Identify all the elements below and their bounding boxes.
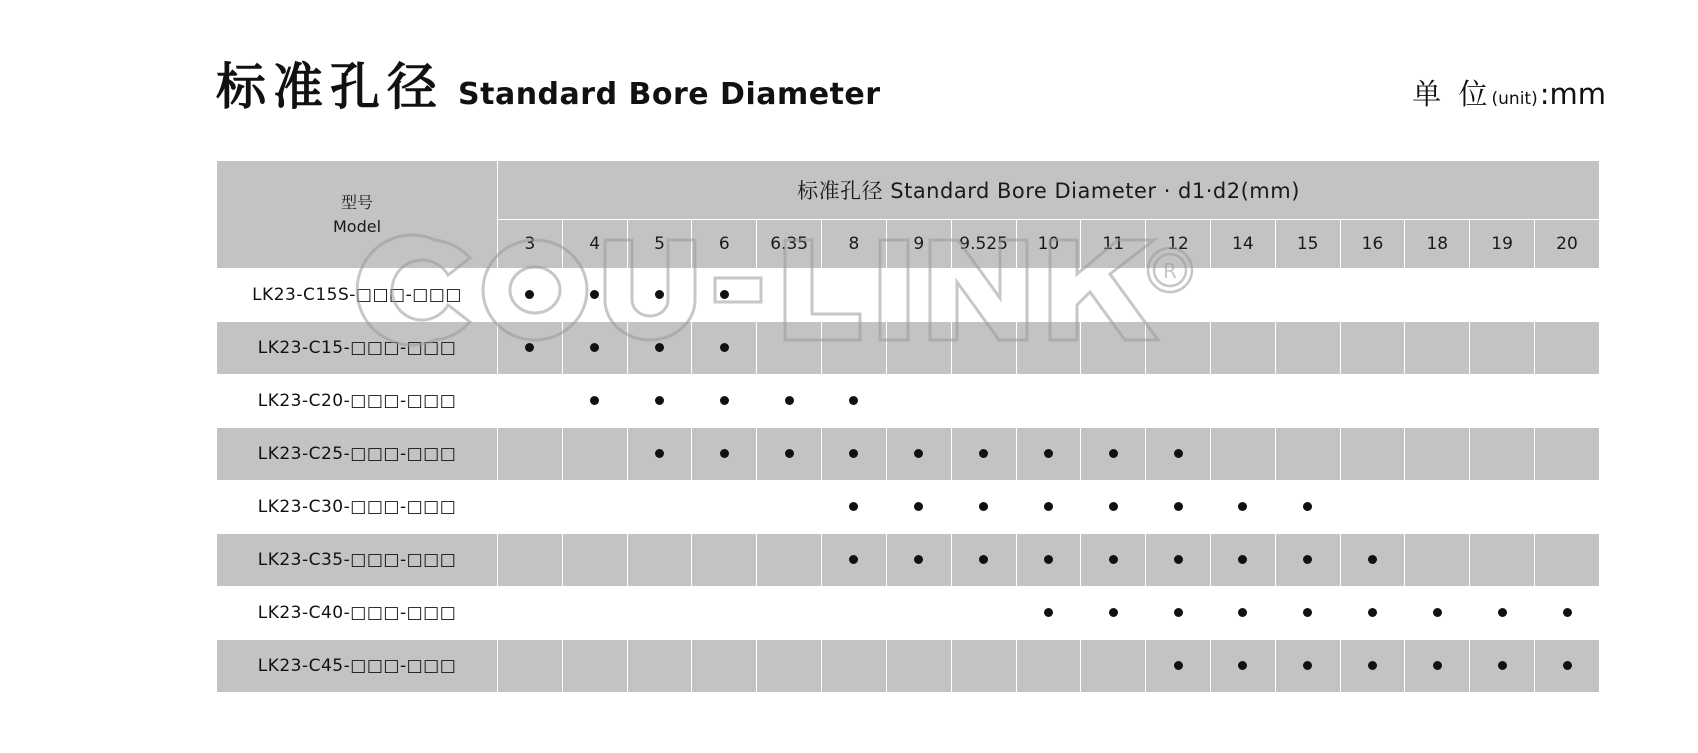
- availability-dot-cell: [757, 428, 822, 481]
- availability-dot-icon: [849, 502, 858, 511]
- empty-cell: [1470, 375, 1535, 428]
- availability-dot-cell: [757, 375, 822, 428]
- availability-dot-icon: [655, 290, 664, 299]
- availability-dot-cell: [1146, 428, 1211, 481]
- availability-dot-cell: [1535, 640, 1600, 693]
- empty-cell: [1275, 428, 1340, 481]
- empty-cell: [1016, 640, 1081, 693]
- availability-dot-icon: [1174, 661, 1183, 670]
- table-row: [217, 322, 1600, 375]
- availability-dot-cell: [1340, 640, 1405, 693]
- row-model-label: LK23-C40-□□□-□□□: [217, 587, 498, 640]
- empty-cell: [562, 481, 627, 534]
- availability-dot-icon: [849, 555, 858, 564]
- model-header-en: Model: [332, 216, 382, 236]
- availability-dot-cell: [1016, 428, 1081, 481]
- availability-dot-icon: [1044, 608, 1053, 617]
- availability-dot-icon: [979, 502, 988, 511]
- table-body: [217, 269, 1600, 693]
- availability-dot-icon: [1433, 608, 1442, 617]
- availability-dot-icon: [1044, 449, 1053, 458]
- availability-dot-icon: [590, 290, 599, 299]
- availability-dot-cell: [1081, 481, 1146, 534]
- availability-dot-cell: [822, 481, 887, 534]
- empty-cell: [1081, 322, 1146, 375]
- availability-dot-icon: [655, 449, 664, 458]
- availability-dot-icon: [1109, 449, 1118, 458]
- unit-note: [1412, 72, 1606, 113]
- availability-dot-cell: [692, 428, 757, 481]
- empty-cell: [692, 587, 757, 640]
- empty-cell: [1405, 481, 1470, 534]
- availability-dot-cell: [1081, 428, 1146, 481]
- empty-cell: [1340, 428, 1405, 481]
- availability-dot-cell: [627, 322, 692, 375]
- availability-dot-icon: [590, 396, 599, 405]
- empty-cell: [1016, 375, 1081, 428]
- availability-dot-icon: [1044, 555, 1053, 564]
- table-row: [217, 375, 1600, 428]
- availability-dot-cell: [1470, 640, 1535, 693]
- table-row: [217, 640, 1600, 693]
- empty-cell: [1081, 269, 1146, 322]
- availability-dot-icon: [655, 343, 664, 352]
- availability-dot-cell: [886, 428, 951, 481]
- empty-cell: [1535, 428, 1600, 481]
- bore-size-header: 16: [1340, 220, 1405, 269]
- empty-cell: [1470, 481, 1535, 534]
- empty-cell: [562, 428, 627, 481]
- empty-cell: [1405, 322, 1470, 375]
- bore-size-header: 6.35: [757, 220, 822, 269]
- availability-dot-icon: [1238, 502, 1247, 511]
- availability-dot-cell: [1275, 481, 1340, 534]
- empty-cell: [1210, 428, 1275, 481]
- availability-dot-icon: [1368, 608, 1377, 617]
- availability-dot-cell: [1016, 534, 1081, 587]
- availability-dot-cell: [886, 534, 951, 587]
- availability-dot-icon: [1044, 502, 1053, 511]
- empty-cell: [498, 428, 563, 481]
- page-title-cn: 标准孔径: [216, 58, 444, 116]
- empty-cell: [1535, 322, 1600, 375]
- empty-cell: [1016, 322, 1081, 375]
- bore-size-header: 10: [1016, 220, 1081, 269]
- availability-dot-icon: [979, 449, 988, 458]
- empty-cell: [822, 640, 887, 693]
- empty-cell: [1535, 534, 1600, 587]
- table-row: [217, 428, 1600, 481]
- availability-dot-cell: [562, 375, 627, 428]
- bore-size-header: 19: [1470, 220, 1535, 269]
- availability-dot-icon: [1368, 555, 1377, 564]
- availability-dot-icon: [525, 290, 534, 299]
- availability-dot-icon: [785, 396, 794, 405]
- empty-cell: [757, 534, 822, 587]
- availability-dot-icon: [1109, 608, 1118, 617]
- availability-dot-cell: [1146, 481, 1211, 534]
- availability-dot-cell: [1405, 587, 1470, 640]
- empty-cell: [627, 481, 692, 534]
- availability-dot-icon: [849, 449, 858, 458]
- empty-cell: [1405, 375, 1470, 428]
- row-model-label: LK23-C35-□□□-□□□: [217, 534, 498, 587]
- empty-cell: [1210, 375, 1275, 428]
- table-row: [217, 587, 1600, 640]
- empty-cell: [951, 375, 1016, 428]
- availability-dot-cell: [627, 375, 692, 428]
- empty-cell: [757, 322, 822, 375]
- availability-dot-cell: [886, 481, 951, 534]
- bore-table: [216, 160, 1600, 693]
- row-model-label: LK23-C15S-□□□-□□□: [217, 269, 498, 322]
- availability-dot-icon: [1498, 608, 1507, 617]
- empty-cell: [1210, 269, 1275, 322]
- bore-size-header: 20: [1535, 220, 1600, 269]
- page-title-en: Standard Bore Diameter: [458, 77, 881, 112]
- empty-cell: [498, 534, 563, 587]
- table-head: [217, 161, 1600, 269]
- availability-dot-cell: [951, 428, 1016, 481]
- empty-cell: [1470, 269, 1535, 322]
- availability-dot-cell: [951, 481, 1016, 534]
- empty-cell: [1146, 322, 1211, 375]
- availability-dot-cell: [1081, 534, 1146, 587]
- bore-size-header: 6: [692, 220, 757, 269]
- unit-label-en: (unit): [1491, 89, 1538, 109]
- availability-dot-cell: [692, 322, 757, 375]
- empty-cell: [1470, 534, 1535, 587]
- availability-dot-cell: [1275, 587, 1340, 640]
- empty-cell: [1405, 534, 1470, 587]
- empty-cell: [562, 534, 627, 587]
- availability-dot-icon: [785, 449, 794, 458]
- empty-cell: [1081, 375, 1146, 428]
- availability-dot-cell: [562, 322, 627, 375]
- empty-cell: [1405, 428, 1470, 481]
- unit-value: :mm: [1539, 77, 1606, 111]
- availability-dot-icon: [1174, 608, 1183, 617]
- empty-cell: [951, 322, 1016, 375]
- availability-dot-icon: [914, 555, 923, 564]
- availability-dot-cell: [1016, 587, 1081, 640]
- availability-dot-cell: [822, 534, 887, 587]
- empty-cell: [1275, 269, 1340, 322]
- empty-cell: [1405, 269, 1470, 322]
- availability-dot-cell: [1535, 587, 1600, 640]
- availability-dot-icon: [1109, 555, 1118, 564]
- empty-cell: [692, 640, 757, 693]
- availability-dot-icon: [1433, 661, 1442, 670]
- bore-size-header: 9.525: [951, 220, 1016, 269]
- availability-dot-icon: [1303, 661, 1312, 670]
- availability-dot-cell: [1210, 640, 1275, 693]
- empty-cell: [951, 587, 1016, 640]
- bore-size-header: 8: [822, 220, 887, 269]
- availability-dot-cell: [562, 269, 627, 322]
- empty-cell: [757, 481, 822, 534]
- empty-cell: [627, 640, 692, 693]
- availability-dot-icon: [720, 343, 729, 352]
- availability-dot-cell: [627, 269, 692, 322]
- availability-dot-icon: [655, 396, 664, 405]
- availability-dot-icon: [1238, 555, 1247, 564]
- availability-dot-icon: [525, 343, 534, 352]
- row-model-label: LK23-C30-□□□-□□□: [217, 481, 498, 534]
- empty-cell: [822, 587, 887, 640]
- empty-cell: [562, 640, 627, 693]
- availability-dot-cell: [1146, 640, 1211, 693]
- empty-cell: [1470, 428, 1535, 481]
- empty-cell: [886, 322, 951, 375]
- empty-cell: [886, 640, 951, 693]
- bore-size-header: 5: [627, 220, 692, 269]
- empty-cell: [1081, 640, 1146, 693]
- bore-size-header: 3: [498, 220, 563, 269]
- empty-cell: [1340, 375, 1405, 428]
- availability-dot-cell: [1405, 640, 1470, 693]
- availability-dot-icon: [720, 449, 729, 458]
- empty-cell: [757, 269, 822, 322]
- bore-size-header: 14: [1210, 220, 1275, 269]
- empty-cell: [1340, 322, 1405, 375]
- availability-dot-icon: [979, 555, 988, 564]
- availability-dot-cell: [627, 428, 692, 481]
- availability-dot-icon: [1303, 555, 1312, 564]
- availability-dot-cell: [1340, 534, 1405, 587]
- availability-dot-cell: [951, 534, 1016, 587]
- empty-cell: [886, 375, 951, 428]
- availability-dot-icon: [1303, 608, 1312, 617]
- empty-cell: [627, 534, 692, 587]
- availability-dot-cell: [1146, 587, 1211, 640]
- availability-dot-icon: [1174, 449, 1183, 458]
- row-model-label: LK23-C20-□□□-□□□: [217, 375, 498, 428]
- availability-dot-cell: [1210, 481, 1275, 534]
- empty-cell: [562, 587, 627, 640]
- bore-table-container: [216, 160, 1600, 693]
- table-row: [217, 269, 1600, 322]
- empty-cell: [1210, 322, 1275, 375]
- empty-cell: [498, 587, 563, 640]
- unit-label-cn: 单 位: [1412, 77, 1492, 111]
- availability-dot-icon: [1238, 608, 1247, 617]
- availability-dot-icon: [1174, 502, 1183, 511]
- row-model-label: LK23-C15-□□□-□□□: [217, 322, 498, 375]
- availability-dot-cell: [1275, 640, 1340, 693]
- availability-dot-cell: [1275, 534, 1340, 587]
- availability-dot-cell: [822, 428, 887, 481]
- empty-cell: [692, 534, 757, 587]
- page-header: [216, 58, 1606, 134]
- empty-cell: [757, 587, 822, 640]
- empty-cell: [951, 640, 1016, 693]
- empty-cell: [1275, 375, 1340, 428]
- bore-group-header: 标准孔径 Standard Bore Diameter · d1·d2(mm): [498, 161, 1600, 220]
- availability-dot-cell: [1016, 481, 1081, 534]
- empty-cell: [1016, 269, 1081, 322]
- empty-cell: [1340, 481, 1405, 534]
- empty-cell: [886, 587, 951, 640]
- availability-dot-cell: [692, 269, 757, 322]
- empty-cell: [1535, 375, 1600, 428]
- empty-cell: [498, 640, 563, 693]
- empty-cell: [1470, 322, 1535, 375]
- availability-dot-cell: [1470, 587, 1535, 640]
- empty-cell: [757, 640, 822, 693]
- availability-dot-icon: [1303, 502, 1312, 511]
- bore-size-header: 18: [1405, 220, 1470, 269]
- bore-size-header: 11: [1081, 220, 1146, 269]
- availability-dot-icon: [1498, 661, 1507, 670]
- availability-dot-cell: [1081, 587, 1146, 640]
- availability-dot-icon: [1563, 661, 1572, 670]
- empty-cell: [1146, 269, 1211, 322]
- availability-dot-icon: [914, 449, 923, 458]
- availability-dot-cell: [692, 375, 757, 428]
- bore-size-header: 4: [562, 220, 627, 269]
- empty-cell: [627, 587, 692, 640]
- availability-dot-cell: [1210, 587, 1275, 640]
- availability-dot-cell: [1340, 587, 1405, 640]
- empty-cell: [822, 269, 887, 322]
- row-model-label: LK23-C25-□□□-□□□: [217, 428, 498, 481]
- availability-dot-icon: [1174, 555, 1183, 564]
- availability-dot-cell: [822, 375, 887, 428]
- model-column-header: [217, 161, 498, 269]
- empty-cell: [1340, 269, 1405, 322]
- availability-dot-cell: [498, 322, 563, 375]
- empty-cell: [1535, 481, 1600, 534]
- table-row: [217, 481, 1600, 534]
- empty-cell: [1146, 375, 1211, 428]
- empty-cell: [498, 481, 563, 534]
- svg-text:R: R: [1163, 259, 1177, 283]
- empty-cell: [692, 481, 757, 534]
- availability-dot-icon: [1109, 502, 1118, 511]
- availability-dot-cell: [1146, 534, 1211, 587]
- table-row: [217, 534, 1600, 587]
- availability-dot-icon: [720, 290, 729, 299]
- empty-cell: [1275, 322, 1340, 375]
- bore-size-header: 12: [1146, 220, 1211, 269]
- empty-cell: [822, 322, 887, 375]
- bore-size-header: 9: [886, 220, 951, 269]
- empty-cell: [951, 269, 1016, 322]
- availability-dot-icon: [720, 396, 729, 405]
- availability-dot-icon: [849, 396, 858, 405]
- availability-dot-cell: [1210, 534, 1275, 587]
- availability-dot-icon: [914, 502, 923, 511]
- empty-cell: [1535, 269, 1600, 322]
- availability-dot-cell: [498, 269, 563, 322]
- model-header-cn: 型号: [340, 192, 373, 212]
- row-model-label: LK23-C45-□□□-□□□: [217, 640, 498, 693]
- empty-cell: [498, 375, 563, 428]
- bore-size-header: 15: [1275, 220, 1340, 269]
- empty-cell: [886, 269, 951, 322]
- availability-dot-icon: [1368, 661, 1377, 670]
- availability-dot-icon: [1238, 661, 1247, 670]
- table-head-row-1: [217, 161, 1600, 220]
- availability-dot-icon: [1563, 608, 1572, 617]
- availability-dot-icon: [590, 343, 599, 352]
